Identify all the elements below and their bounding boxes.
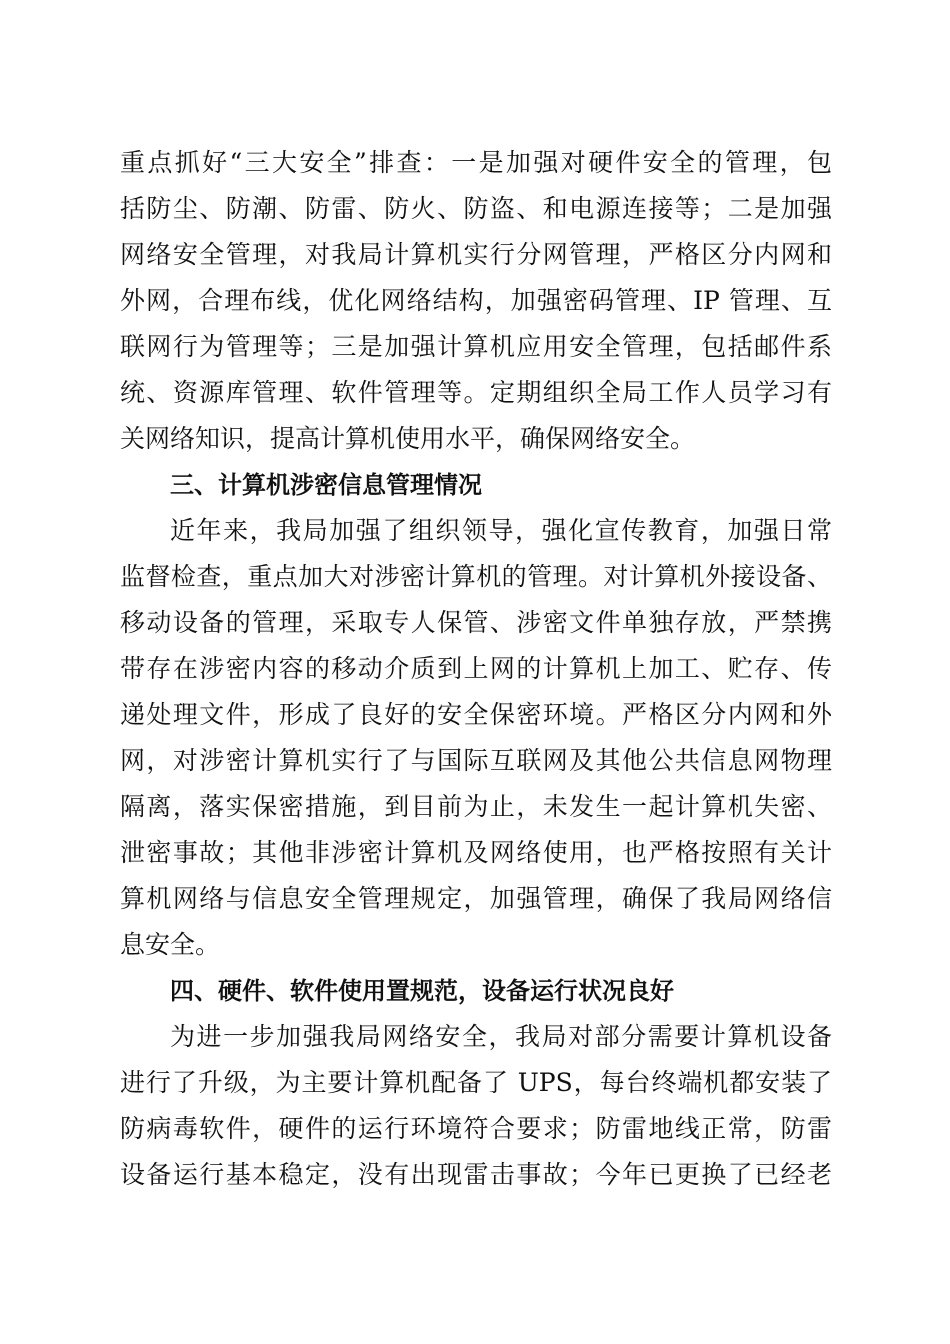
paragraph-line: 统、资源库管理、软件管理等。定期组织全局工作人员学习有 [120, 378, 832, 407]
paragraph-line: 为进一步加强我局网络安全，我局对部分需要计算机设备 [170, 1022, 832, 1051]
document-body [120, 140, 832, 1198]
section-heading-3: 三、计算机涉密信息管理情况 [170, 471, 482, 499]
paragraph-line: 息安全。 [120, 930, 221, 959]
paragraph-line: 防病毒软件，硬件的运行环境符合要求；防雷地线正常，防雷 [120, 1114, 832, 1143]
paragraph-line: 联网行为管理等；三是加强计算机应用安全管理，包括邮件系 [120, 332, 832, 361]
paragraph-line: 移动设备的管理，采取专人保管、涉密文件单独存放，严禁携 [120, 608, 832, 637]
paragraph-line: 递处理文件，形成了良好的安全保密环境。严格区分内网和外 [120, 700, 832, 729]
paragraph-line: 网，对涉密计算机实行了与国际互联网及其他公共信息网物理 [120, 746, 832, 775]
paragraph-line: 泄密事故；其他非涉密计算机及网络使用，也严格按照有关计 [120, 838, 832, 867]
paragraph-line: 进行了升级，为主要计算机配备了 UPS，每台终端机都安装了 [120, 1068, 832, 1097]
paragraph-line: 括防尘、防潮、防雷、防火、防盗、和电源连接等；二是加强 [120, 194, 832, 223]
section-heading-4: 四、硬件、软件使用置规范，设备运行状况良好 [170, 977, 674, 1005]
paragraph-line: 网络安全管理，对我局计算机实行分网管理，严格区分内网和 [120, 240, 832, 269]
paragraph-line: 监督检查，重点加大对涉密计算机的管理。对计算机外接设备、 [120, 562, 832, 591]
paragraph-line: 算机网络与信息安全管理规定，加强管理，确保了我局网络信 [120, 884, 832, 913]
paragraph-line: 关网络知识，提高计算机使用水平，确保网络安全。 [120, 424, 696, 453]
paragraph-line: 带存在涉密内容的移动介质到上网的计算机上加工、贮存、传 [120, 654, 832, 683]
paragraph-line: 近年来，我局加强了组织领导，强化宣传教育，加强日常 [170, 516, 832, 545]
paragraph-line: 隔离，落实保密措施，到目前为止，未发生一起计算机失密、 [120, 792, 832, 821]
paragraph-line: 设备运行基本稳定，没有出现雷击事故；今年已更换了已经老 [120, 1160, 832, 1189]
paragraph-line: 重点抓好“三大安全”排查：一是加强对硬件安全的管理，包 [120, 148, 832, 177]
paragraph-line: 外网，合理布线，优化网络结构，加强密码管理、IP 管理、互 [120, 286, 832, 315]
